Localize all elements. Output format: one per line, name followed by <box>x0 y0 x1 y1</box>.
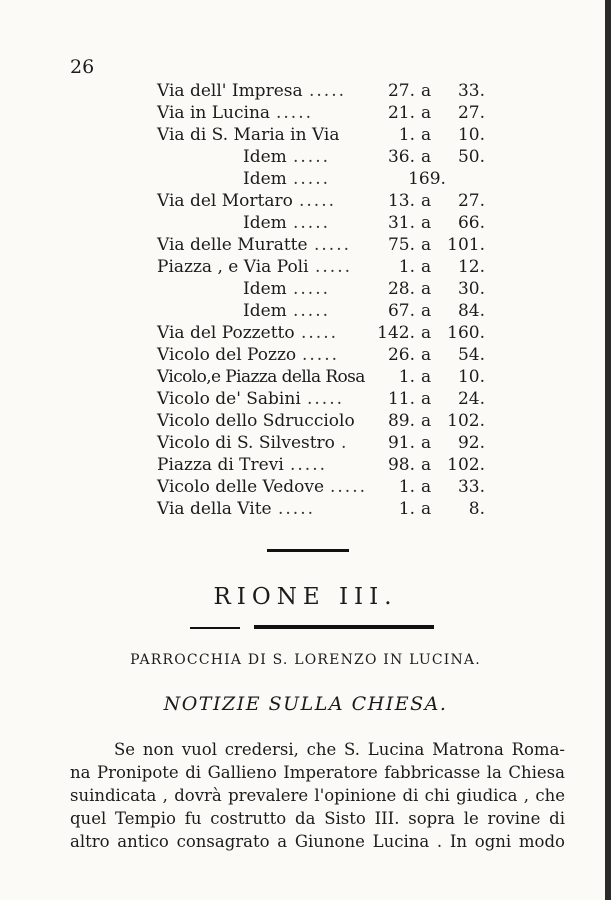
table-row <box>157 344 487 366</box>
range-from: 13. <box>387 191 415 211</box>
street-name: Via della Vite <box>157 499 272 519</box>
table-row <box>157 410 487 432</box>
range-separator: a <box>421 257 432 277</box>
street-name: Idem <box>243 169 287 189</box>
leader-dots: ..... <box>302 345 340 365</box>
range-to: 101. <box>447 235 485 255</box>
range-to: 50. <box>457 147 485 167</box>
range-from: 28. <box>387 279 415 299</box>
range-to: 10. <box>457 125 485 145</box>
range-from: 1. <box>398 367 415 387</box>
range-to: 84. <box>457 301 485 321</box>
range-separator: a <box>421 499 432 519</box>
street-name: Via del Mortaro <box>157 191 293 211</box>
table-row <box>157 476 487 498</box>
heading-rule-thin <box>190 627 240 629</box>
range-to: 12. <box>457 257 485 277</box>
range-to: 8. <box>468 499 485 519</box>
street-name: Idem <box>243 213 287 233</box>
leader-dots: ..... <box>278 499 316 519</box>
table-row <box>157 432 487 454</box>
range-separator: a <box>421 389 432 409</box>
page-edge <box>605 0 611 900</box>
street-name: Idem <box>243 279 287 299</box>
street-name: Idem <box>243 301 287 321</box>
street-name: Vicolo,e Piazza della Rosa <box>157 367 365 387</box>
street-name: Via di S. Maria in Via <box>157 125 340 145</box>
house-number: 169. <box>408 169 446 189</box>
range-separator: a <box>421 323 432 343</box>
range-from: 89. <box>387 411 415 431</box>
street-name: Idem <box>243 147 287 167</box>
text-line: Se non vuol credersi, che S. Lucina Matrona Roma- <box>114 740 565 759</box>
page-number: 26 <box>70 56 95 78</box>
range-to: 33. <box>457 81 485 101</box>
range-from: 27. <box>387 81 415 101</box>
range-from: 1. <box>398 477 415 497</box>
range-from: 21. <box>387 103 415 123</box>
range-to: 24. <box>457 389 485 409</box>
table-row <box>157 256 487 278</box>
table-row <box>157 212 487 234</box>
street-name: Vicolo di S. Silvestro <box>157 433 335 453</box>
range-to: 27. <box>457 103 485 123</box>
range-separator: a <box>421 103 432 123</box>
leader-dots: ..... <box>307 389 345 409</box>
leader-dots: ..... <box>293 147 331 167</box>
leader-dots: ..... <box>293 301 331 321</box>
text-line: altro antico consagrato a Giunone Lucina . In ogni modo <box>70 832 565 851</box>
leader-dots: ..... <box>315 257 353 277</box>
leader-dots: ..... <box>293 213 331 233</box>
range-from: 142. <box>377 323 415 343</box>
street-name: Vicolo dello Sdrucciolo <box>157 411 355 431</box>
range-to: 160. <box>447 323 485 343</box>
range-separator: a <box>421 235 432 255</box>
rione-heading: RIONE III. <box>213 584 398 610</box>
leader-dots: ..... <box>309 81 347 101</box>
range-from: 31. <box>387 213 415 233</box>
range-from: 26. <box>387 345 415 365</box>
range-from: 98. <box>387 455 415 475</box>
leader-dots: ..... <box>314 235 352 255</box>
range-from: 1. <box>398 257 415 277</box>
street-name: Vicolo de' Sabini <box>157 389 301 409</box>
range-separator: a <box>421 125 432 145</box>
range-from: 75. <box>387 235 415 255</box>
street-name: Vicolo delle Vedove <box>157 477 325 497</box>
range-to: 54. <box>457 345 485 365</box>
table-row <box>157 366 487 388</box>
street-name: Via in Lucina <box>157 103 271 123</box>
range-separator: a <box>421 411 432 431</box>
range-from: 67. <box>387 301 415 321</box>
range-separator: a <box>421 477 432 497</box>
range-separator: a <box>421 367 432 387</box>
table-row <box>157 102 487 124</box>
range-to: 27. <box>457 191 485 211</box>
street-name: Vicolo del Pozzo <box>157 345 297 365</box>
range-to: 30. <box>457 279 485 299</box>
table-row <box>157 80 487 102</box>
leader-dots: ..... <box>276 103 314 123</box>
range-to: 102. <box>447 411 485 431</box>
heading-rule-thick <box>254 625 434 629</box>
text-line: na Pronipote di Gallieno Imperatore fabbricasse la Chiesa <box>70 763 565 782</box>
street-name: Piazza , e Via Poli <box>157 257 309 277</box>
body-paragraph <box>70 738 565 853</box>
range-separator: a <box>421 345 432 365</box>
range-from: 1. <box>398 499 415 519</box>
table-row <box>157 234 487 256</box>
parish-heading: PARROCCHIA DI S. LORENZO IN LUCINA. <box>130 652 481 668</box>
table-row <box>157 278 487 300</box>
leader-dots: ..... <box>330 477 368 497</box>
street-name: Via delle Muratte <box>157 235 308 255</box>
range-separator: a <box>421 191 432 211</box>
range-separator: a <box>421 81 432 101</box>
leader-dots: ..... <box>293 279 331 299</box>
street-index-table <box>157 80 487 520</box>
leader-dots: ..... <box>293 169 331 189</box>
range-to: 33. <box>457 477 485 497</box>
leader-dots: ..... <box>301 323 339 343</box>
table-row <box>157 168 487 190</box>
range-from: 36. <box>387 147 415 167</box>
table-row <box>157 388 487 410</box>
street-name: Via dell' Impresa <box>157 81 303 101</box>
range-to: 10. <box>457 367 485 387</box>
range-separator: a <box>421 455 432 475</box>
text-line: quel Tempio fu costrutto da Sisto III. sopra le rovine di <box>70 809 565 828</box>
range-from: 91. <box>387 433 415 453</box>
table-row <box>157 300 487 322</box>
leader-dots: . <box>341 433 349 453</box>
range-separator: a <box>421 213 432 233</box>
range-separator: a <box>421 433 432 453</box>
range-to: 92. <box>457 433 485 453</box>
range-from: 1. <box>398 125 415 145</box>
table-row <box>157 146 487 168</box>
table-row <box>157 190 487 212</box>
range-from: 11. <box>387 389 415 409</box>
table-row <box>157 322 487 344</box>
range-separator: a <box>421 147 432 167</box>
range-separator: a <box>421 279 432 299</box>
section-divider <box>267 549 349 552</box>
notes-heading: NOTIZIE SULLA CHIESA. <box>163 693 448 715</box>
leader-dots: ..... <box>290 455 328 475</box>
text-line: suindicata , dovrà prevalere l'opinione di chi giudica , che <box>70 786 565 805</box>
table-row <box>157 454 487 476</box>
table-row <box>157 498 487 520</box>
range-to: 66. <box>457 213 485 233</box>
street-name: Via del Pozzetto <box>157 323 295 343</box>
range-to: 102. <box>447 455 485 475</box>
street-name: Piazza di Trevi <box>157 455 284 475</box>
table-row <box>157 124 487 146</box>
range-separator: a <box>421 301 432 321</box>
leader-dots: ..... <box>299 191 337 211</box>
